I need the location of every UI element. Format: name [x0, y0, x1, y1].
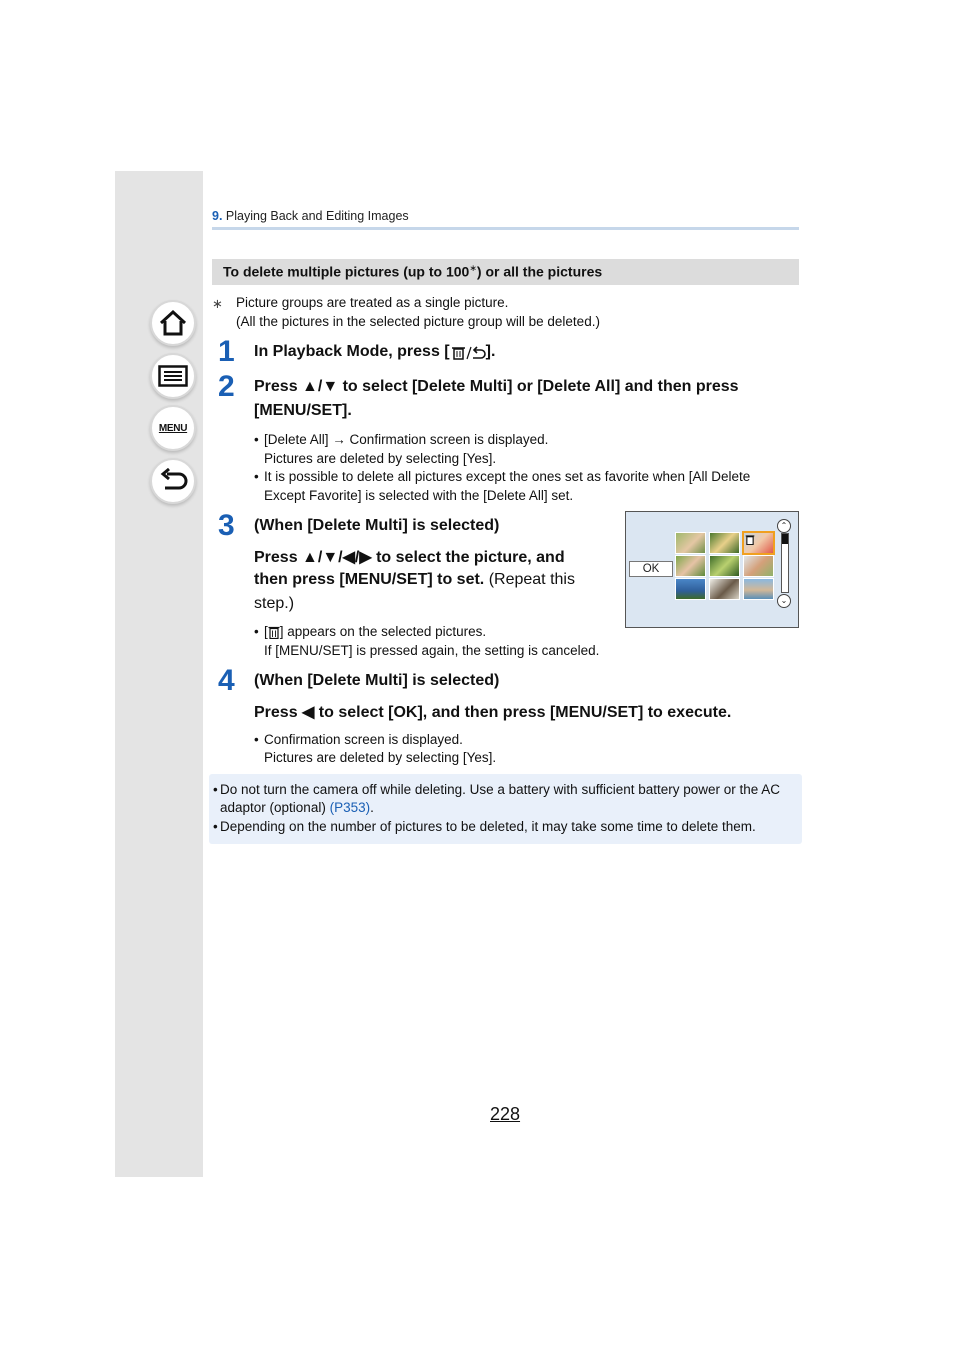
page-reference-link[interactable]: (P353): [329, 800, 371, 815]
thumbnail[interactable]: [743, 578, 774, 600]
caution-box: [209, 774, 802, 844]
home-icon: [158, 309, 188, 337]
step-3-bullet-mark: •: [254, 624, 259, 639]
thumbnail-selected[interactable]: [742, 531, 775, 555]
list-icon: [158, 365, 188, 387]
caution-bullet-1-mark: •: [213, 782, 218, 797]
step-1-text-start: In Playback Mode, press [: [254, 343, 450, 360]
step-3-bullet-end: ] appears on the selected pictures.: [279, 624, 487, 639]
back-arrow-icon: [158, 468, 188, 494]
step-3-line-2: [254, 571, 575, 589]
section-title-footnote-mark: ∗: [469, 263, 477, 273]
step-2-bullet-2-line-1: It is possible to delete all pictures except the ones set as favorite when [All Delete: [264, 469, 751, 484]
caution-line-2-end: .: [370, 800, 374, 815]
caution-line-2-start: adaptor (optional): [220, 800, 330, 815]
contents-button[interactable]: [150, 353, 196, 399]
step-1-number: 1: [218, 335, 235, 368]
footnote-line-2: (All the pictures in the selected picture group will be deleted.): [236, 314, 600, 329]
footnote-mark: ∗: [212, 296, 223, 311]
menu-label: MENU: [158, 422, 188, 434]
breadcrumb: [212, 209, 409, 223]
trash-icon: [268, 625, 280, 639]
menu-button[interactable]: [150, 405, 196, 451]
thumbnail[interactable]: [675, 532, 706, 554]
step-2-bullet-2-mark: •: [254, 469, 259, 484]
step-3-number: 3: [218, 509, 235, 542]
scroll-up-icon[interactable]: ⌃: [777, 519, 791, 533]
chapter-title: Playing Back and Editing Images: [225, 209, 409, 223]
scrollbar[interactable]: [781, 533, 789, 593]
step-4-line-1: Press ◀ to select [OK], and then press [MENU/SET] to execute.: [254, 704, 732, 721]
step-2-bullet-2-line-2: Except Favorite] is selected with the [Delete All] set.: [264, 488, 574, 503]
step-3-bullet-line-2: If [MENU/SET] is pressed again, the setting is canceled.: [264, 643, 600, 658]
camera-screen-illustration: [625, 511, 799, 628]
section-heading: [212, 259, 799, 285]
caution-line-2: [220, 800, 374, 815]
step-3-bullet-line-1: [264, 624, 486, 639]
footnote-line-1: Picture groups are treated as a single picture.: [236, 295, 509, 310]
thumbnail[interactable]: [675, 555, 706, 577]
step-1-text: [254, 343, 495, 361]
step-1-text-end: ].: [485, 343, 496, 360]
ok-button[interactable]: OK: [629, 561, 673, 577]
trash-icon: [745, 534, 755, 545]
step-3-line-3: [254, 595, 294, 613]
section-title-start: To delete multiple pictures (up to 100: [223, 263, 470, 280]
step-3-line-2-plain: (Repeat this: [484, 571, 575, 588]
step-3-line-3-plain: step.): [254, 595, 295, 612]
step-2-line-1: Press ▲/▼ to select [Delete Multi] or [Delete All] and then press: [254, 378, 739, 395]
scroll-down-icon[interactable]: ⌄: [777, 594, 791, 608]
thumbnail[interactable]: [675, 578, 706, 600]
chapter-number: 9.: [212, 209, 223, 223]
page-number: 228: [490, 1104, 521, 1124]
caution-bullet-2-mark: •: [213, 819, 218, 834]
step-2-number: 2: [218, 370, 235, 403]
step-2-bullet-1-end: Confirmation screen is displayed.: [345, 432, 549, 447]
step-2-bullet-1-line-2: Pictures are deleted by selecting [Yes].: [264, 451, 497, 466]
step-3-heading: (When [Delete Multi] is selected): [254, 517, 500, 534]
thumbnail[interactable]: [709, 532, 740, 554]
step-4-bullet-line-1: Confirmation screen is displayed.: [264, 732, 463, 747]
step-4-bullet-mark: •: [254, 732, 259, 747]
thumbnail[interactable]: [709, 555, 740, 577]
back-button[interactable]: [150, 458, 196, 504]
section-title-end: ) or all the pictures: [476, 263, 603, 280]
step-2-bullet-1-start: [Delete All]: [264, 432, 333, 447]
step-3-line-1: Press ▲/▼/◀/▶ to select the picture, and: [254, 549, 565, 566]
step-2-line-2: [MENU/SET].: [254, 402, 352, 419]
step-4-bullet-line-2: Pictures are deleted by selecting [Yes].: [264, 750, 497, 765]
step-4-heading: (When [Delete Multi] is selected): [254, 672, 500, 689]
step-3-bullet-start: [: [264, 624, 268, 639]
caution-line-1: Do not turn the camera off while deleting. Use a battery with sufficient battery power or the AC: [220, 782, 781, 797]
right-arrow-icon: →: [332, 432, 346, 447]
thumbnail[interactable]: [743, 555, 774, 577]
step-4-number: 4: [218, 664, 235, 697]
step-3-line-2-bold: then press [MENU/SET] to set.: [254, 571, 485, 588]
caution-line-3: Depending on the number of pictures to be deleted, it may take some time to delete them.: [220, 819, 756, 834]
scrollbar-thumb[interactable]: [782, 534, 788, 544]
breadcrumb-divider: [212, 227, 799, 230]
thumbnail[interactable]: [709, 578, 740, 600]
step-2-bullet-1-line-1: [264, 432, 548, 447]
step-2-bullet-1-mark: •: [254, 432, 259, 447]
delete-return-icon: [450, 344, 486, 360]
home-button[interactable]: [150, 300, 196, 346]
